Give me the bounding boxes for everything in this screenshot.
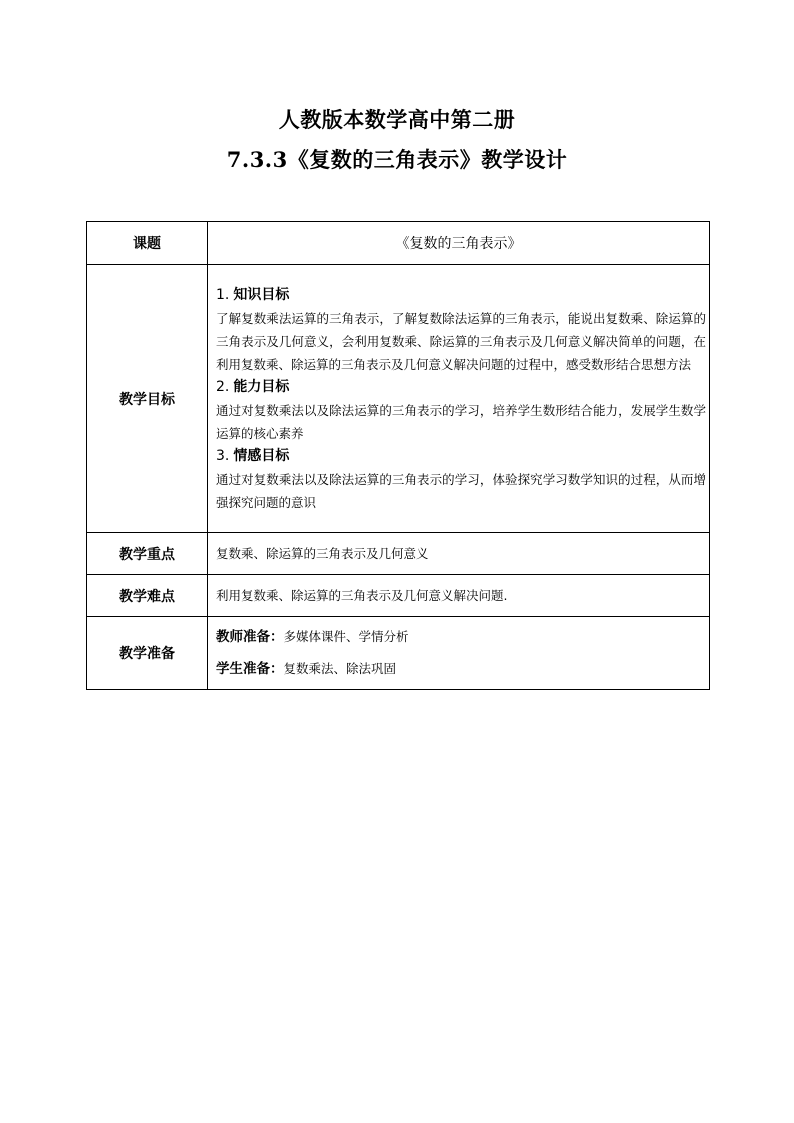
document-title-series: 人教版本数学高中第二册 xyxy=(278,107,516,132)
goal-number: 3. xyxy=(216,447,230,464)
document-title-lesson: 7.3.3《复数的三角表示》教学设计 xyxy=(226,147,568,172)
preparation-label: 教学准备 xyxy=(87,617,208,690)
goals-label: 教学目标 xyxy=(87,265,208,533)
teacher-preparation-label: 教师准备： xyxy=(216,629,284,645)
key-points-label: 教学重点 xyxy=(87,533,208,575)
topic-label: 课题 xyxy=(87,222,208,265)
goal-heading-ability xyxy=(216,376,706,399)
goal-title: 能力目标 xyxy=(233,378,290,395)
table-row-key-points xyxy=(87,533,710,575)
goal-heading-knowledge xyxy=(216,284,706,307)
document-header xyxy=(0,100,794,180)
student-preparation-value: 复数乘法、除法巩固 xyxy=(283,661,397,676)
table-row-topic xyxy=(87,222,710,265)
preparation-content xyxy=(208,617,710,690)
goal-title: 情感目标 xyxy=(233,447,290,464)
goal-heading-emotion xyxy=(216,445,706,468)
difficulties-label: 教学难点 xyxy=(87,575,208,617)
table-row-goals xyxy=(87,265,710,533)
goals-content xyxy=(208,265,710,533)
student-preparation-label: 学生准备： xyxy=(216,661,284,677)
difficulties-value: 利用复数乘、除运算的三角表示及几何意义解决问题. xyxy=(208,575,710,617)
goal-text-emotion: 通过对复数乘法以及除法运算的三角表示的学习，体验探究学习数学知识的过程，从而增强探究问题的意识 xyxy=(216,471,706,510)
key-points-value: 复数乘、除运算的三角表示及几何意义 xyxy=(208,533,710,575)
table-row-preparation xyxy=(87,617,710,690)
topic-value: 《复数的三角表示》 xyxy=(208,222,710,265)
teacher-preparation-value: 多媒体课件、学情分析 xyxy=(283,629,409,644)
student-preparation xyxy=(216,653,706,685)
goal-number: 1. xyxy=(216,286,230,303)
goal-text-ability: 通过对复数乘法以及除法运算的三角表示的学习，培养学生数形结合能力，发展学生数学运算的核心素养 xyxy=(216,402,706,441)
goal-title: 知识目标 xyxy=(233,286,290,303)
table-row-difficulties xyxy=(87,575,710,617)
lesson-plan-table xyxy=(86,221,710,690)
goal-number: 2. xyxy=(216,378,230,395)
teacher-preparation xyxy=(216,621,706,653)
goal-text-knowledge: 了解复数乘法运算的三角表示，了解复数除法运算的三角表示，能说出复数乘、除运算的三角表示及几何意义，会利用复数乘、除运算的三角表示及几何意义解决简单的问题，在利用复数乘、除运算的三角表示及几何意义解决问题的过程中，感受数形结合思想方法 xyxy=(216,310,706,372)
